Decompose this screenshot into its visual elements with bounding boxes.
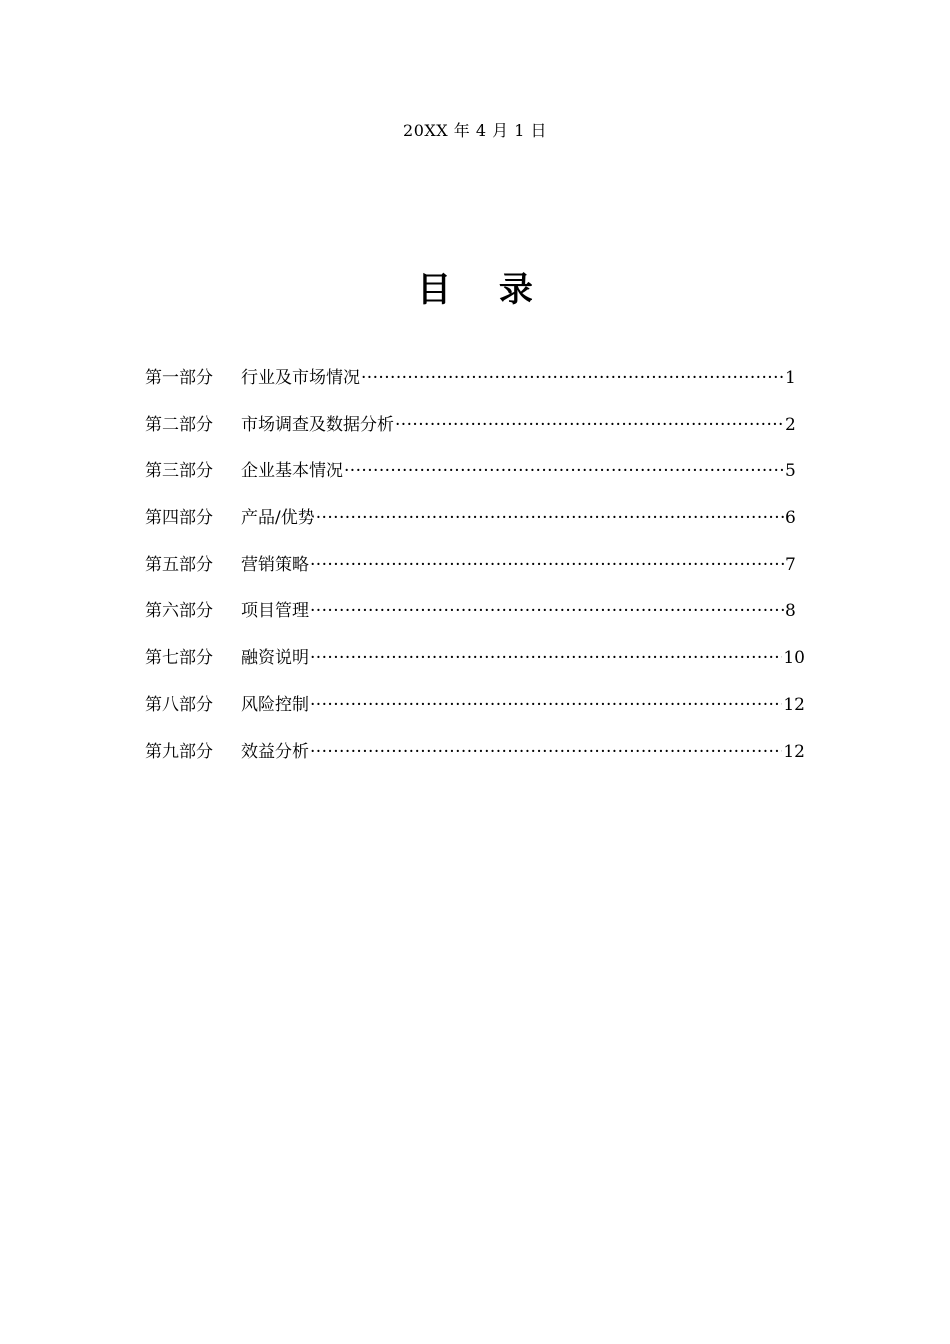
toc-entry[interactable] (145, 409, 805, 456)
toc-leader-dots (344, 455, 784, 487)
toc-leader-dots (310, 689, 782, 721)
toc-section-name: 风险控制 (241, 694, 309, 715)
toc-section-name: 市场调查及数据分析 (241, 414, 394, 435)
toc-part-label: 第三部分 (145, 461, 213, 482)
toc-section-name: 企业基本情况 (241, 461, 343, 482)
toc-leader-dots (310, 595, 784, 627)
table-of-contents (145, 362, 805, 782)
toc-leader-dots (310, 549, 784, 581)
toc-section-name: 效益分析 (241, 741, 309, 762)
toc-part-label: 第八部分 (145, 694, 213, 715)
toc-entry[interactable] (145, 736, 805, 783)
document-date: 20XX 年 4 月 1 日 (403, 121, 547, 140)
toc-part-label: 第九部分 (145, 741, 213, 762)
toc-page-number: 1 (785, 368, 796, 388)
toc-part-label: 第四部分 (145, 508, 213, 529)
toc-leader-dots (310, 736, 782, 768)
toc-entry[interactable] (145, 689, 805, 736)
toc-leader-dots (316, 502, 784, 534)
toc-section-name: 行业及市场情况 (241, 368, 360, 388)
toc-entry[interactable] (145, 549, 805, 596)
toc-page-number: 2 (785, 414, 796, 435)
toc-entry[interactable] (145, 502, 805, 549)
toc-page-number: 8 (785, 601, 796, 622)
toc-page-number: 12 (783, 694, 805, 715)
toc-entry[interactable] (145, 362, 805, 409)
toc-section-name: 融资说明 (241, 648, 309, 669)
toc-part-label: 第六部分 (145, 601, 213, 622)
toc-entry[interactable] (145, 455, 805, 502)
toc-leader-dots (361, 362, 784, 394)
toc-section-name: 产品/优势 (241, 508, 315, 529)
toc-entry[interactable] (145, 595, 805, 642)
toc-page-number: 7 (785, 554, 796, 575)
toc-entry[interactable] (145, 642, 805, 689)
toc-section-name: 营销策略 (241, 554, 309, 575)
toc-page-number: 5 (785, 461, 796, 482)
toc-section-name: 项目管理 (241, 601, 309, 622)
toc-leader-dots (310, 642, 782, 674)
toc-part-label: 第七部分 (145, 648, 213, 669)
toc-part-label: 第二部分 (145, 414, 213, 435)
toc-part-label: 第一部分 (145, 368, 213, 388)
toc-page-number: 10 (783, 648, 805, 669)
toc-leader-dots (395, 409, 784, 441)
toc-title: 目 录 (417, 270, 551, 310)
toc-part-label: 第五部分 (145, 554, 213, 575)
toc-page-number: 12 (783, 741, 805, 762)
toc-page-number: 6 (785, 508, 796, 529)
